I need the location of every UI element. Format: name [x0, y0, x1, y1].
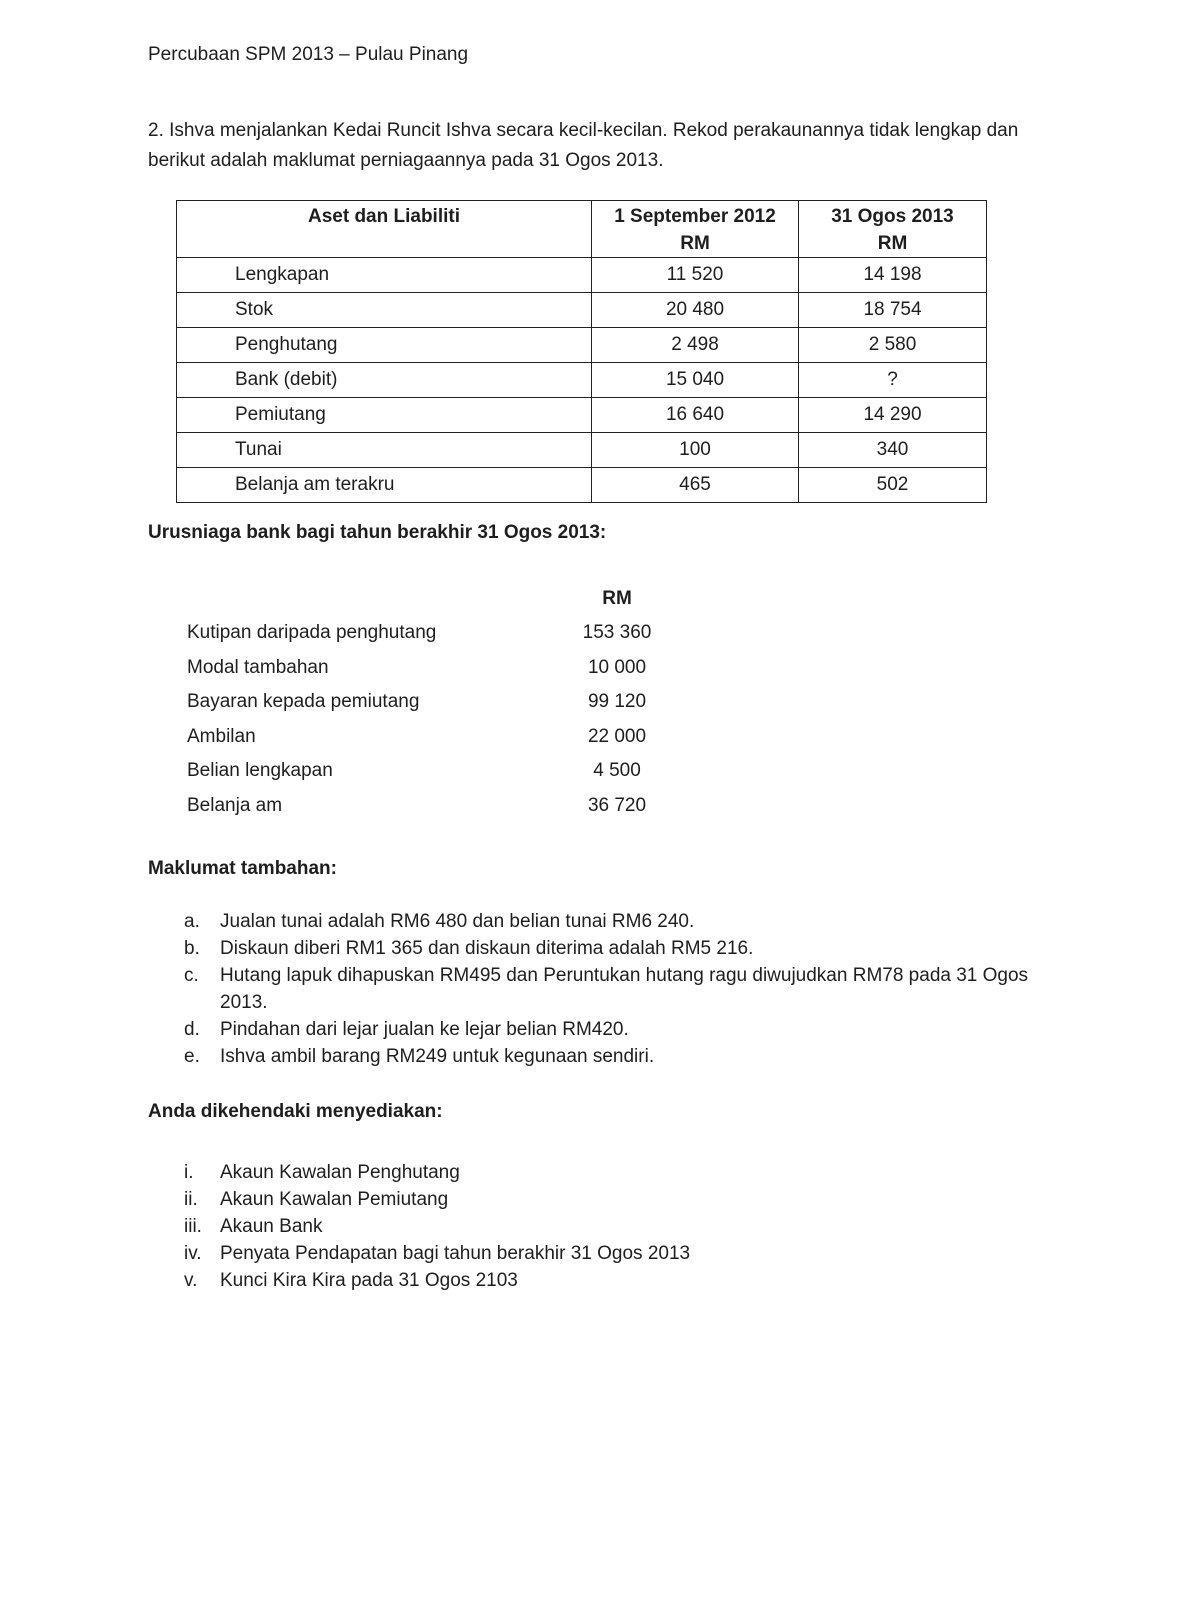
- asset-item-cell: Bank (debit): [177, 363, 592, 398]
- transaction-amount: 153 360: [582, 622, 652, 643]
- ogos2013-value-cell: 14 198: [799, 258, 987, 293]
- table-row: [177, 258, 987, 293]
- list-item-text: Akaun Kawalan Penghutang: [220, 1162, 460, 1183]
- list-item-text: Akaun Bank: [220, 1216, 323, 1237]
- list-item-text: Ishva ambil barang RM249 untuk kegunaan sendiri.: [220, 1046, 655, 1067]
- ogos2013-value-cell: 2 580: [799, 328, 987, 363]
- list-item: [187, 795, 687, 830]
- list-item-text: Penyata Pendapatan bagi tahun berakhir 31 Ogos 2013: [220, 1243, 691, 1264]
- column-header-item: [177, 201, 592, 258]
- transaction-label: Ambilan: [187, 725, 256, 747]
- ogos2013-value-cell: 18 754: [799, 293, 987, 328]
- table-row: [177, 293, 987, 328]
- list-marker: iii.: [184, 1216, 202, 1237]
- ogos2013-value-cell: ?: [799, 363, 987, 398]
- transaction-label: Belian lengkapan: [187, 760, 333, 781]
- ogos2013-value-cell: 502: [799, 468, 987, 503]
- list-item: [178, 1240, 978, 1267]
- transaction-label: Bayaran kepada pemiutang: [187, 691, 420, 712]
- list-item: [178, 1213, 978, 1240]
- list-marker: iv.: [184, 1243, 202, 1264]
- sep2012-value-cell: 20 480: [592, 293, 799, 328]
- table-row: [177, 398, 987, 433]
- column-header-item-label: Aset dan Liabiliti: [307, 206, 461, 227]
- transaction-amount: 22 000: [587, 725, 647, 747]
- list-item: [187, 622, 687, 657]
- transaction-amount: 99 120: [587, 691, 647, 712]
- list-item-text: Akaun Kawalan Pemiutang: [220, 1189, 449, 1210]
- sep2012-value-cell: 16 640: [592, 398, 799, 433]
- asset-item-cell: Penghutang: [177, 328, 592, 363]
- asset-item-cell: Tunai: [177, 433, 592, 468]
- transaction-amount: 4 500: [593, 760, 641, 781]
- list-item: [178, 908, 1048, 935]
- list-item: [178, 1159, 978, 1186]
- column-header-sep2012-date: 1 September 2012: [614, 206, 776, 227]
- required-heading: Anda dikehendaki menyediakan:: [148, 1101, 443, 1122]
- bank-transactions-list: [187, 622, 687, 829]
- list-marker: e.: [184, 1046, 200, 1067]
- asset-item-cell: Stok: [177, 293, 592, 328]
- column-header-ogos2013-date: 31 Ogos 2013: [831, 206, 954, 227]
- list-marker: c.: [184, 965, 199, 986]
- bank-currency-label: RM: [602, 588, 632, 609]
- list-item: [187, 726, 687, 761]
- list-marker: a.: [184, 911, 200, 932]
- sep2012-value-cell: 100: [592, 433, 799, 468]
- assets-liabilities-table: [176, 200, 987, 503]
- column-header-ogos2013-currency: RM: [877, 233, 908, 254]
- column-header-sep2012: [592, 201, 799, 258]
- sep2012-value-cell: 11 520: [592, 258, 799, 293]
- asset-item-cell: Belanja am terakru: [177, 468, 592, 503]
- transaction-label: Kutipan daripada penghutang: [187, 622, 437, 643]
- list-marker: i.: [184, 1162, 194, 1183]
- list-item: [187, 691, 687, 726]
- asset-item-cell: Pemiutang: [177, 398, 592, 433]
- asset-item-cell: Lengkapan: [177, 258, 592, 293]
- column-header-ogos2013: [799, 201, 987, 258]
- bank-transactions-heading: Urusniaga bank bagi tahun berakhir 31 Ogos 2013:: [148, 522, 607, 543]
- table-row: [177, 433, 987, 468]
- sep2012-value-cell: 465: [592, 468, 799, 503]
- additional-info-heading: Maklumat tambahan:: [148, 858, 337, 879]
- list-item-text: Kunci Kira Kira pada 31 Ogos 2103: [220, 1270, 518, 1291]
- sep2012-value-cell: 2 498: [592, 328, 799, 363]
- list-marker: ii.: [184, 1189, 198, 1210]
- column-header-sep2012-currency: RM: [680, 233, 710, 254]
- list-marker: v.: [184, 1270, 198, 1291]
- list-item: [187, 657, 687, 692]
- table-row: [177, 328, 987, 363]
- list-item: [178, 1016, 1048, 1043]
- table-row: [177, 468, 987, 503]
- page-header: Percubaan SPM 2013 – Pulau Pinang: [148, 44, 469, 65]
- ogos2013-value-cell: 14 290: [799, 398, 987, 433]
- sep2012-value-cell: 15 040: [592, 363, 799, 398]
- list-item: [178, 935, 1048, 962]
- list-item-text: Diskaun diberi RM1 365 dan diskaun diterima adalah RM5 216.: [220, 938, 754, 959]
- table-row: [177, 363, 987, 398]
- table-header-row: [177, 201, 987, 258]
- question-text: 2. Ishva menjalankan Kedai Runcit Ishva secara kecil-kecilan. Rekod perakaunannya tidak lengkap dan berikut adalah maklumat perniagaannya pada 31 Ogos 2013.: [148, 120, 1019, 171]
- additional-info-list: [178, 908, 1048, 1070]
- transaction-amount: 36 720: [587, 794, 647, 816]
- list-item-text: Hutang lapuk dihapuskan RM495 dan Peruntukan hutang ragu diwujudkan RM78 pada 31 Ogos 2013.: [220, 965, 1029, 1013]
- ogos2013-value-cell: 340: [799, 433, 987, 468]
- transaction-label: Belanja am: [187, 794, 283, 816]
- list-item: [187, 760, 687, 795]
- list-item-text: Jualan tunai adalah RM6 480 dan belian tunai RM6 240.: [220, 911, 695, 932]
- list-item: [178, 1043, 1048, 1070]
- list-marker: b.: [184, 938, 200, 959]
- list-item-text: Pindahan dari lejar jualan ke lejar belian RM420.: [220, 1019, 629, 1040]
- transaction-label: Modal tambahan: [187, 656, 329, 678]
- list-marker: d.: [184, 1019, 200, 1040]
- list-item: [178, 1267, 978, 1294]
- list-item: [178, 1186, 978, 1213]
- required-items-list: [178, 1159, 978, 1294]
- list-item: [178, 962, 1048, 1016]
- transaction-amount: 10 000: [587, 656, 647, 678]
